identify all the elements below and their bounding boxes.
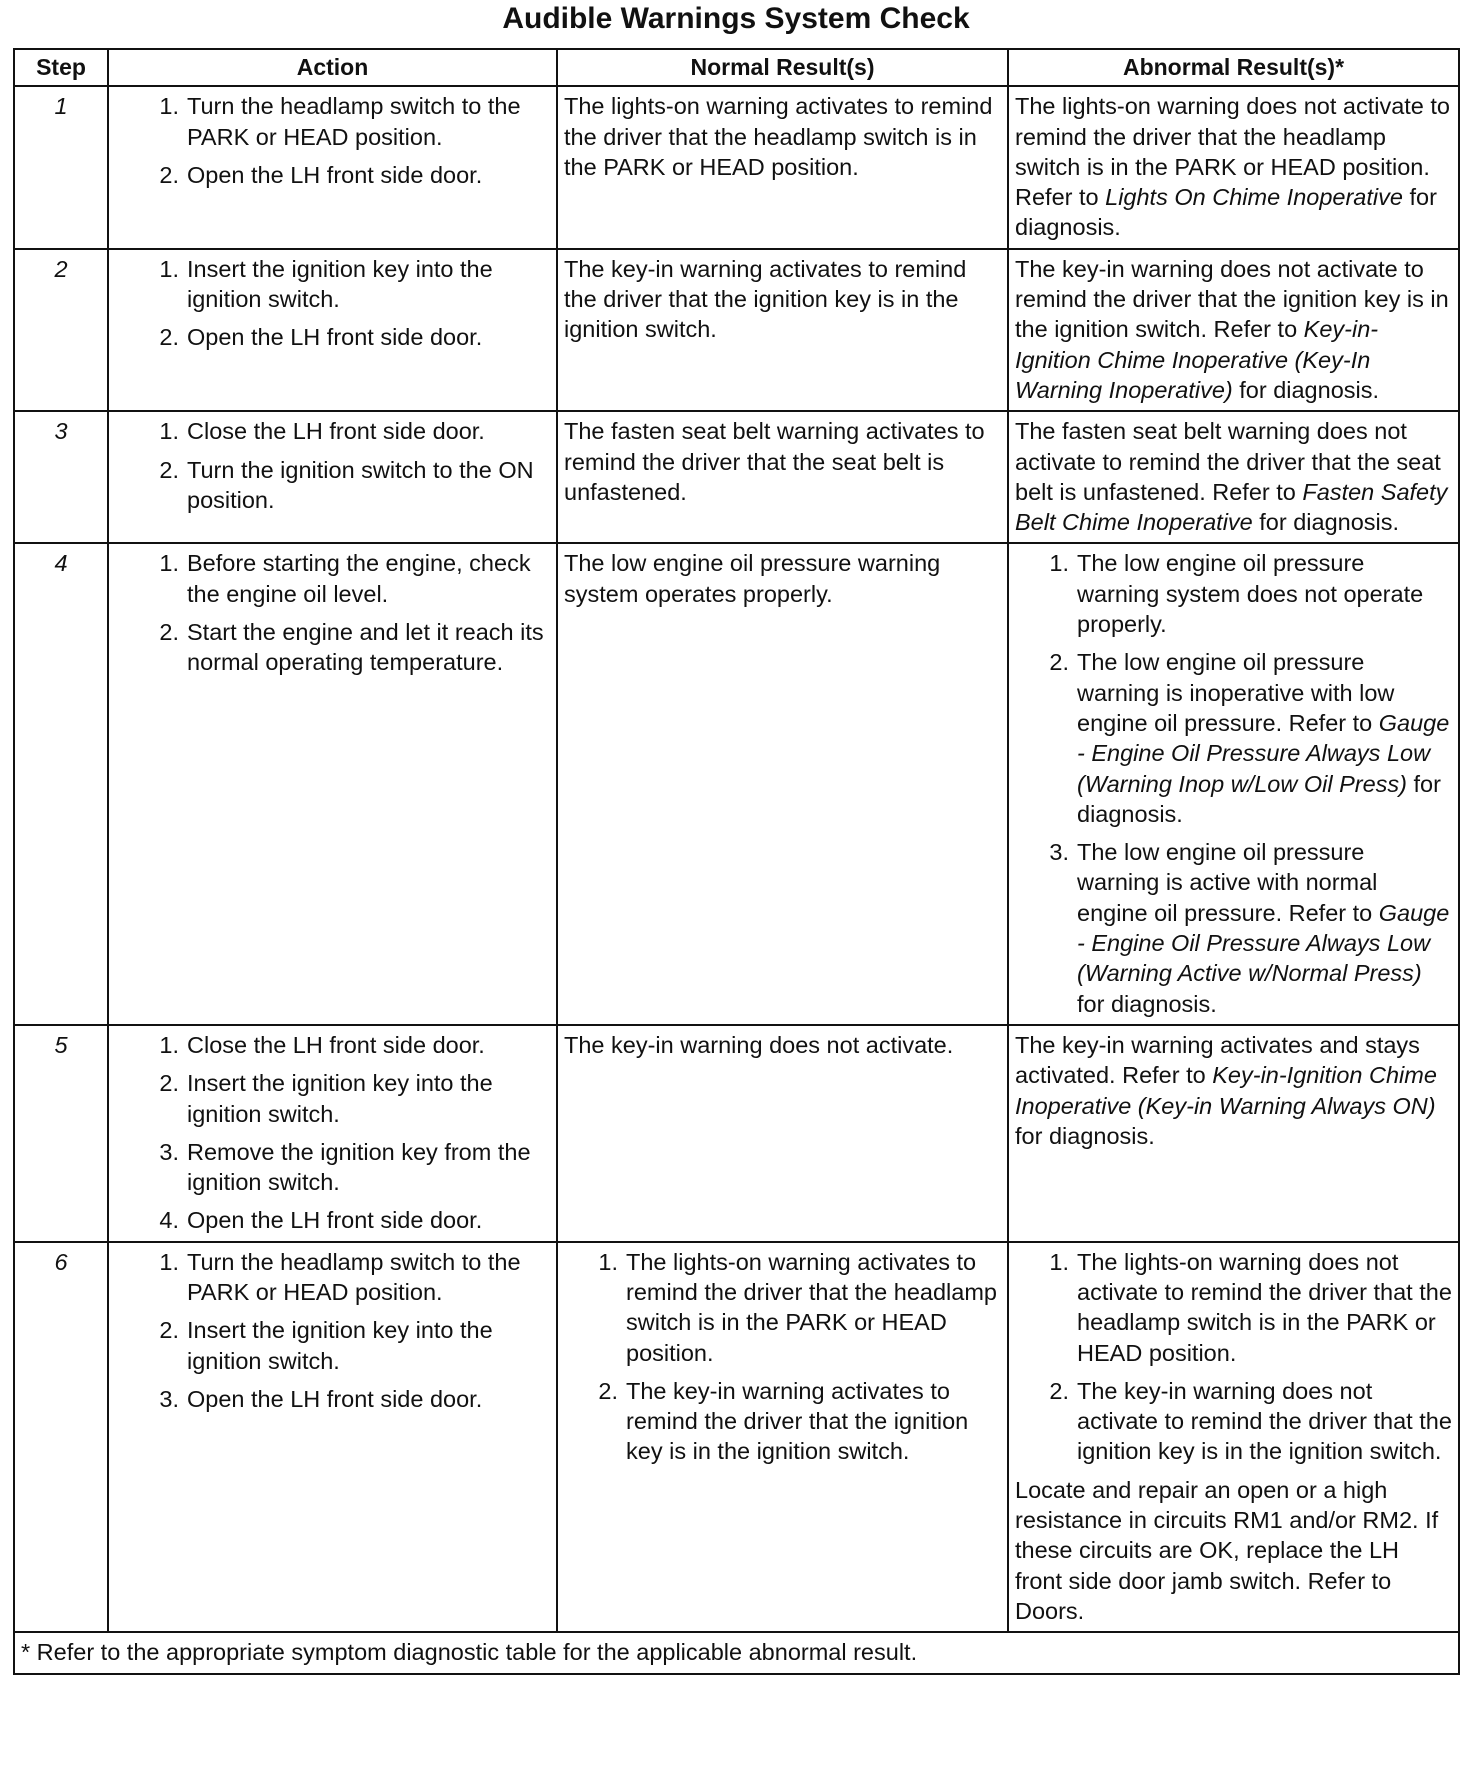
action-list (115, 254, 550, 353)
list-item (151, 1247, 550, 1308)
abnormal-text-end: for diagnosis. (1232, 376, 1380, 403)
diagnosis-reference: Gauge - Engine Oil Pressure Always Low (Warning Active w/Normal Press) (1077, 899, 1450, 987)
abnormal-text-end: for diagnosis. (1077, 770, 1441, 827)
list-number: 3. (159, 1138, 179, 1165)
list-item (1041, 1376, 1452, 1467)
abnormal-text-end: for diagnosis. (1015, 1122, 1155, 1149)
abnormal-text: The low engine oil pressure warning is active with normal engine oil pressure. Refer to (1077, 839, 1379, 926)
abnormal-text: The low engine oil pressure warning system does not operate properly. (1077, 550, 1424, 638)
list-item (151, 1030, 550, 1060)
abnormal-text-end: for diagnosis. (1077, 990, 1217, 1017)
action-text: Close the LH front side door. (187, 1031, 485, 1058)
normal-result-cell: The fasten seat belt warning activates to remind the driver that the seat belt is unfastened. (557, 411, 1008, 543)
list-item (151, 160, 550, 190)
action-cell (108, 543, 557, 1024)
table-row (14, 1242, 1459, 1633)
table-row (14, 543, 1459, 1024)
table-row (14, 249, 1459, 411)
list-item (1041, 548, 1452, 639)
list-item (151, 91, 550, 152)
action-text: Insert the ignition key into the ignition switch. (187, 255, 493, 313)
action-cell (108, 1025, 557, 1242)
footnote: * Refer to the appropriate symptom diagnostic table for the applicable abnormal result. (14, 1632, 1459, 1673)
list-item (151, 1315, 550, 1376)
header-row (14, 49, 1459, 86)
normal-result-cell: The key-in warning activates to remind the driver that the ignition key is in the ignition switch. (557, 249, 1008, 411)
abnormal-text: The low engine oil pressure warning is inoperative with low engine oil pressure. Refer to (1077, 649, 1395, 736)
normal-text: The lights-on warning activates to remind the driver that the headlamp switch is in the PARK or HEAD position. (626, 1248, 997, 1366)
list-number: 2. (159, 324, 179, 351)
abnormal-text: The key-in warning does not activate to remind the driver that the ignition key is in the ignition switch. (1077, 1377, 1452, 1465)
abnormal-list (1015, 1247, 1452, 1467)
abnormal-text: The lights-on warning does not activate to remind the driver that the headlamp switch is in the PARK or HEAD position. Refer to (1015, 93, 1451, 211)
diagnosis-reference: Gauge - Engine Oil Pressure Always Low (Warning Inop w/Low Oil Press) (1077, 709, 1450, 797)
action-list (115, 91, 550, 190)
step-number: 4 (14, 543, 108, 1024)
table-row (14, 1025, 1459, 1242)
list-number: 2. (598, 1377, 618, 1404)
abnormal-list (1015, 548, 1452, 1018)
repair-note: Locate and repair an open or a high resistance in circuits RM1 and/or RM2. If these circuits are OK, replace the LH front side door jamb switch. Refer to Doors. (1015, 1476, 1439, 1624)
step-number: 3 (14, 411, 108, 543)
diagnosis-reference: Lights On Chime Inoperative (1105, 184, 1403, 211)
column-header-abnormal: Abnormal Result(s)* (1008, 49, 1459, 86)
step-number: 2 (14, 249, 108, 411)
list-item (590, 1376, 1001, 1467)
column-header-step: Step (14, 49, 108, 86)
list-number: 1. (159, 418, 179, 445)
list-item (151, 1137, 550, 1198)
abnormal-text: The key-in warning activates and stays activated. Refer to (1015, 1031, 1420, 1089)
list-number: 1. (598, 1248, 618, 1275)
normal-result-cell: The key-in warning does not activate. (557, 1025, 1008, 1242)
abnormal-text: The key-in warning does not activate to remind the driver that the ignition key is in the ignition switch. Refer to (1015, 255, 1449, 343)
normal-list (564, 1247, 1001, 1467)
action-cell (108, 411, 557, 543)
list-item (151, 1205, 550, 1235)
normal-result-cell: The lights-on warning activates to remind the driver that the headlamp switch is in the PARK or HEAD position. (557, 86, 1008, 248)
action-text: Open the LH front side door. (187, 1207, 483, 1234)
list-number: 2. (1049, 1377, 1069, 1404)
list-number: 1. (159, 93, 179, 120)
action-text: Open the LH front side door. (187, 161, 483, 188)
step-number: 5 (14, 1025, 108, 1242)
action-cell (108, 249, 557, 411)
action-text: Close the LH front side door. (187, 418, 485, 445)
action-list (115, 1247, 550, 1414)
list-number: 1. (159, 1248, 179, 1275)
action-text: Turn the ignition switch to the ON position. (187, 456, 534, 513)
abnormal-result-cell (1008, 543, 1459, 1024)
list-item (151, 455, 550, 516)
step-number: 1 (14, 86, 108, 248)
action-text: Turn the headlamp switch to the PARK or HEAD position. (187, 93, 521, 150)
list-item (151, 322, 550, 352)
list-item (151, 617, 550, 678)
page-title: Audible Warnings System Check (502, 2, 970, 35)
action-text: Open the LH front side door. (187, 324, 483, 351)
action-text: Insert the ignition key into the ignition switch. (187, 1317, 493, 1374)
action-cell (108, 1242, 557, 1633)
list-number: 3. (1049, 839, 1069, 866)
list-number: 2. (159, 619, 179, 646)
abnormal-text-end: for diagnosis. (1015, 184, 1437, 241)
list-item (151, 548, 550, 609)
list-number: 1. (159, 550, 179, 577)
list-number: 2. (159, 1070, 179, 1097)
list-number: 1. (159, 1031, 179, 1058)
list-item (1041, 1247, 1452, 1368)
action-list (115, 416, 550, 515)
list-number: 3. (159, 1385, 179, 1412)
diagnosis-reference: Fasten Safety Belt Chime Inoperative (1015, 478, 1448, 536)
abnormal-result-cell (1008, 86, 1459, 248)
list-number: 1. (1049, 550, 1069, 577)
action-text: Open the LH front side door. (187, 1385, 483, 1412)
list-number: 2. (159, 456, 179, 483)
column-header-action: Action (108, 49, 557, 86)
action-cell (108, 86, 557, 248)
table-row (14, 411, 1459, 543)
list-number: 1. (1049, 1248, 1069, 1275)
list-item (1041, 837, 1452, 1019)
diagnosis-reference: Key-in-Ignition Chime Inoperative (Key-In Warning Inoperative) (1015, 316, 1379, 403)
action-list (115, 548, 550, 677)
action-list (115, 1030, 550, 1236)
list-item (151, 254, 550, 315)
abnormal-text: The lights-on warning does not activate to remind the driver that the headlamp switch is in the PARK or HEAD position. (1077, 1248, 1452, 1366)
list-number: 2. (159, 161, 179, 188)
action-text: Insert the ignition key into the ignition switch. (187, 1070, 493, 1127)
abnormal-result-cell (1008, 1242, 1459, 1633)
action-text: Before starting the engine, check the engine oil level. (187, 550, 531, 607)
column-header-normal: Normal Result(s) (557, 49, 1008, 86)
list-number: 2. (159, 1317, 179, 1344)
step-number: 6 (14, 1242, 108, 1633)
abnormal-result-cell (1008, 411, 1459, 543)
list-item (151, 1068, 550, 1129)
list-number: 2. (1049, 649, 1069, 676)
abnormal-text: The fasten seat belt warning does not activate to remind the driver that the seat belt is unfastened. Refer to (1015, 418, 1441, 505)
list-item (1041, 647, 1452, 829)
list-item (590, 1247, 1001, 1368)
abnormal-text-end: for diagnosis. (1252, 509, 1400, 536)
footer-row (14, 1632, 1459, 1673)
action-text: Start the engine and let it reach its normal operating temperature. (187, 619, 544, 676)
abnormal-result-cell (1008, 249, 1459, 411)
list-item (151, 1384, 550, 1414)
table-row (14, 86, 1459, 248)
list-number: 1. (159, 255, 179, 282)
normal-result-cell: The low engine oil pressure warning system operates properly. (557, 543, 1008, 1024)
normal-result-cell (557, 1242, 1008, 1633)
action-text: Turn the headlamp switch to the PARK or HEAD position. (187, 1248, 521, 1305)
abnormal-result-cell (1008, 1025, 1459, 1242)
diagnosis-reference: Key-in-Ignition Chime Inoperative (Key-in Warning Always ON) (1015, 1062, 1437, 1119)
system-check-table (13, 48, 1460, 1675)
action-text: Remove the ignition key from the ignition switch. (187, 1138, 531, 1196)
list-item (151, 416, 550, 446)
list-number: 4. (159, 1207, 179, 1234)
normal-text: The key-in warning activates to remind the driver that the ignition key is in the ignition switch. (626, 1377, 969, 1465)
